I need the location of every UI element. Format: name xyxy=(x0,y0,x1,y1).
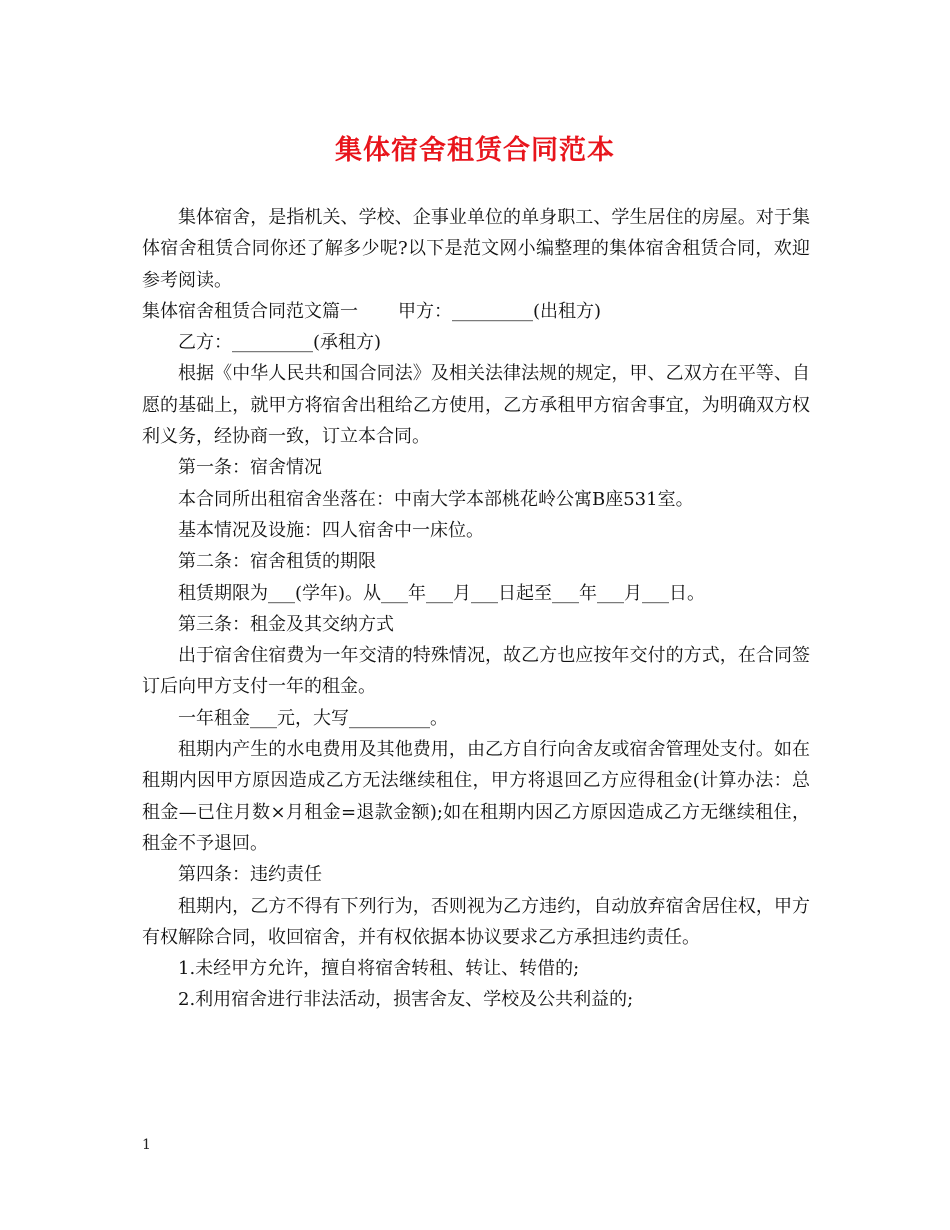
article-2-heading: 第二条：宿舍租赁的期限 xyxy=(178,551,376,573)
fees-paragraph: 租期内产生的水电费用及其他费用，由乙方自行向舍友或宿舍管理处支付。如在租期内因甲方原因造成乙方无法继续租住，甲方将退回乙方应得租金(计算办法：总租金—已住月数×月租金=退款金额);如在租期内因乙方原因造成乙方无继续租住，租金不予退回。 xyxy=(142,739,810,854)
section-heading: 集体宿舍租赁合同范文篇一 xyxy=(142,300,358,322)
section-heading-line xyxy=(142,296,810,327)
location-paragraph: 本合同所出租宿舍坐落在：中南大学本部桃花岭公寓B座531室。 xyxy=(178,488,694,510)
document-body xyxy=(142,202,810,1016)
term-paragraph: 租赁期限为___(学年)。从___年___月___日起至___年___月___日。 xyxy=(178,582,706,604)
party-b-line: 乙方：_________(承租方) xyxy=(178,332,382,354)
article-3-heading: 第三条：租金及其交纳方式 xyxy=(178,613,394,635)
breach-paragraph: 租期内，乙方不得有下列行为，否则视为乙方违约，自动放弃宿舍居住权，甲方有权解除合同，收回宿舍，并有权依据本协议要求乙方承担违约责任。 xyxy=(142,895,810,948)
page-number: 1 xyxy=(142,1137,151,1153)
party-a-line: 甲方：_________(出租方) xyxy=(398,300,602,322)
breach-item-1: 1.未经甲方允许，擅自将宿舍转租、转让、转借的; xyxy=(178,958,580,980)
article-1-heading: 第一条：宿舍情况 xyxy=(178,457,322,479)
intro-paragraph: 集体宿舍，是指机关、学校、企事业单位的单身职工、学生居住的房屋。对于集体宿舍租赁合同你还了解多少呢?以下是范文网小编整理的集体宿舍租赁合同，欢迎参考阅读。 xyxy=(142,207,810,291)
facilities-paragraph: 基本情况及设施：四人宿舍中一床位。 xyxy=(178,519,484,541)
article-4-heading: 第四条：违约责任 xyxy=(178,864,322,886)
breach-item-2: 2.利用宿舍进行非法活动，损害舍友、学校及公共利益的; xyxy=(178,989,634,1011)
rent-amount-paragraph: 一年租金___元，大写_________。 xyxy=(178,707,448,729)
document-title: 集体宿舍租赁合同范本 xyxy=(335,135,615,166)
preamble-paragraph: 根据《中华人民共和国合同法》及相关法律法规的规定，甲、乙双方在平等、自愿的基础上，就甲方将宿舍出租给乙方使用，乙方承租甲方宿舍事宜，为明确双方权利义务，经协商一致，订立本合同。 xyxy=(142,363,810,448)
payment-paragraph: 出于宿舍住宿费为一年交清的特殊情况，故乙方也应按年交付的方式，在合同签订后向甲方支付一年的租金。 xyxy=(142,645,810,698)
